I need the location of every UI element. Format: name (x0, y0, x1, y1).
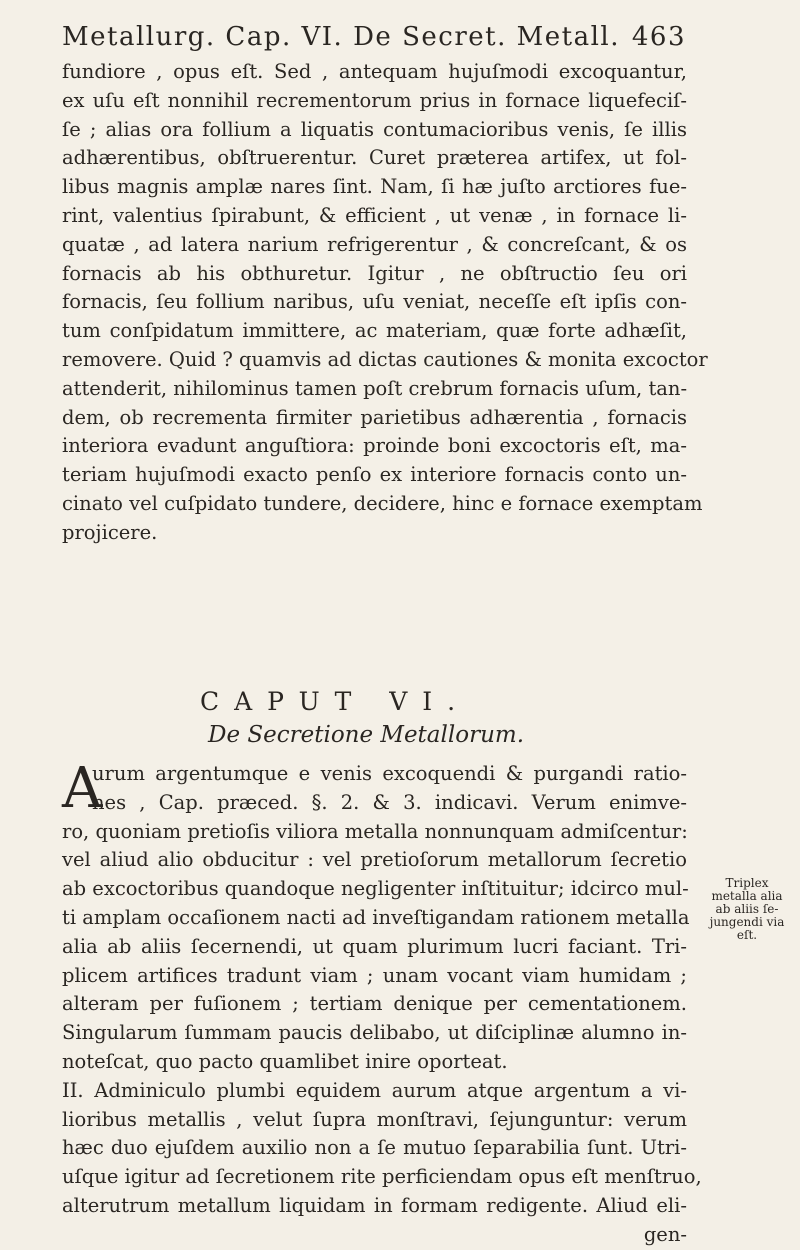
text-line: ro, quoniam pretioſis viliora metalla nonnunquam admiſcentur: (62, 819, 688, 843)
text-line: vel aliud alio obducitur : vel pretioſorum metallorum ſecretio (62, 848, 687, 872)
chapter-title: De Secretione Metallorum. (208, 722, 525, 748)
text-line: removere. Quid ? quamvis ad dictas cautiones & monita excoctor (62, 347, 708, 371)
text-line: rint, valentius ſpirabunt, & efficient , ut venæ , in fornace li- (62, 203, 687, 227)
text-line: fornacis, ſeu follium naribus, uſu veniat, neceſſe eſt ipſis con- (62, 290, 687, 314)
text-line: cinato vel cuſpidato tundere, decidere, hinc e fornace exemptam (62, 491, 703, 515)
text-line: nes , Cap. præced. §. 2. & 3. indicavi. Verum enimve- (92, 790, 687, 814)
paragraph-1 (62, 58, 708, 548)
text-line: urum argentumque e venis excoquendi & purgandi ratio- (92, 762, 687, 785)
text-line: ſe ; alias ora follium a liquatis contumacioribus venis, ſe illis (62, 117, 687, 141)
text-line: teriam hujuſmodi exacto penſo ex interiore fornacis conto un- (62, 463, 687, 487)
text-line: fornacis ab his obthuretur. Igitur , ne obſtructio ſeu ori (62, 261, 687, 285)
paragraph-2 (62, 756, 702, 1250)
margin-note-line: Triplex (725, 876, 769, 890)
text-line: plicem artifices tradunt viam ; unam vocant viam humidam ; (62, 963, 687, 987)
margin-note-line: jungendi via (709, 915, 785, 929)
text-line: II. Adminiculo plumbi equidem aurum atque argentum a vi- (62, 1078, 687, 1102)
running-head-title: Metallurg. Cap. VI. De Secret. Metall. (62, 22, 620, 52)
text-line: dem, ob recrementa firmiter parietibus adhærentia , fornacis (62, 405, 687, 429)
text-line: projicere. (62, 520, 158, 544)
drop-cap: A (62, 756, 103, 821)
margin-note (697, 877, 797, 942)
text-line: ex uſu eſt nonnihil recrementorum prius in fornace liquefeciſ- (62, 88, 687, 112)
chapter-heading: CAPUT VI. (200, 687, 471, 716)
text-line: adhærentibus, obſtruerentur. Curet præterea artifex, ut fol- (62, 146, 687, 170)
catchword: gen- (643, 1222, 687, 1246)
margin-note-line: metalla alia (711, 889, 783, 903)
running-head (62, 22, 686, 52)
text-line: alteram per fuſionem ; tertiam denique per cementationem. (62, 992, 687, 1016)
text-line: alterutrum metallum liquidam in formam redigente. Aliud eli- (62, 1193, 687, 1217)
text-line: attenderit, nihilominus tamen poſt crebrum fornacis uſum, tan- (62, 376, 688, 400)
text-line: interiora evadunt anguſtiora: proinde boni excoctoris eſt, ma- (62, 434, 687, 458)
text-line: quatæ , ad latera narium refrigerentur , & concreſcant, & os (62, 232, 687, 256)
page-number: 463 (631, 22, 686, 52)
text-line: libus magnis amplæ nares ſint. Nam, ſi hæ juſto arctiores fue- (62, 175, 687, 199)
text-line: uſque igitur ad ſecretionem rite perficiendam opus eſt menſtruo, (62, 1165, 702, 1189)
text-line: lioribus metallis , velut ſupra monſtravi, ſejunguntur: verum (62, 1107, 687, 1131)
margin-note-line: ab aliis ſe- (715, 902, 779, 916)
text-line: noteſcat, quo pacto quamlibet inire oporteat. (62, 1049, 508, 1073)
text-line: hæc duo ejuſdem auxilio non a ſe mutuo ſeparabilia ſunt. Utri- (62, 1136, 687, 1160)
text-line: ab excoctoribus quandoque negligenter inſtituitur; idcirco mul- (62, 877, 689, 901)
text-line: ti amplam occaſionem nacti ad inveſtigandam rationem metalla (62, 905, 690, 929)
text-line: alia ab aliis ſecernendi, ut quam plurimum lucri faciant. Tri- (62, 934, 687, 958)
text-line: tum conſpidatum immittere, ac materiam, quæ forte adhæſit, (62, 319, 687, 343)
text-line: fundiore , opus eſt. Sed , antequam hujuſmodi excoquantur, (62, 60, 687, 83)
margin-note-line: eſt. (736, 928, 758, 942)
text-line: Singularum ſummam paucis delibabo, ut diſciplinæ alumno in- (62, 1021, 687, 1045)
